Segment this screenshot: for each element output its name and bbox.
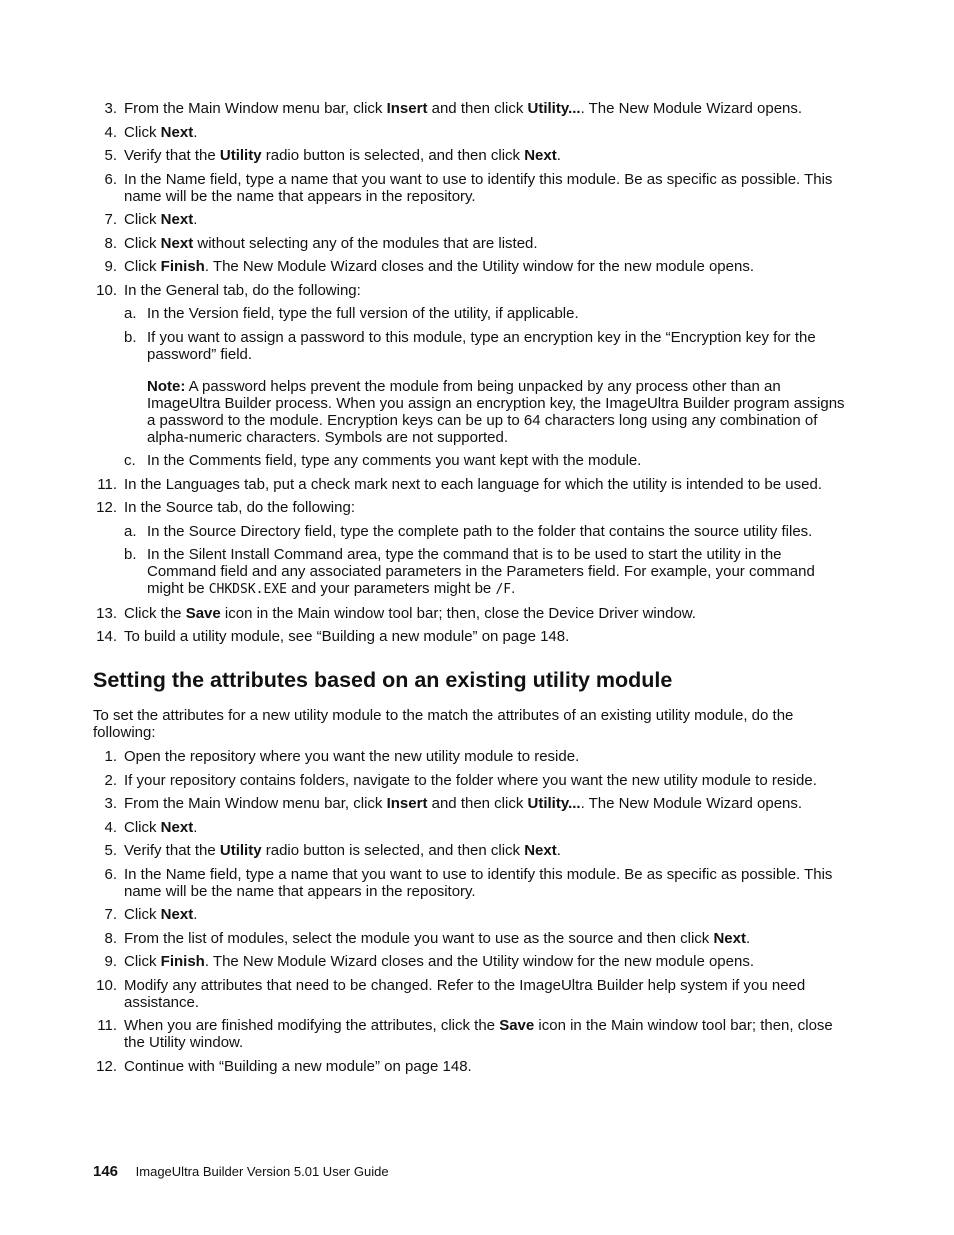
step-number: 5. <box>104 842 117 859</box>
step-number: 5. <box>104 147 117 164</box>
step-number: 4. <box>104 818 117 836</box>
text-run: . <box>193 123 198 141</box>
text-run: Click <box>124 953 161 970</box>
text-run: icon in the Main window tool bar; then, close the Utility window. <box>124 1017 833 1051</box>
step-item <box>93 124 853 141</box>
step-text <box>124 124 853 141</box>
step-item <box>93 211 853 228</box>
text-run: Click <box>124 123 161 141</box>
substep-item <box>124 523 853 540</box>
text-run: In the General tab, do the following: <box>124 281 361 299</box>
step-text <box>124 1058 853 1075</box>
step-item <box>93 930 853 947</box>
step-text <box>124 748 853 765</box>
step-item <box>93 235 853 252</box>
step-number: 10. <box>96 281 117 299</box>
text-run: Click <box>124 258 161 275</box>
step-text <box>124 211 853 228</box>
step-number: 6. <box>104 865 117 883</box>
text-run: In the Comments field, type any comments you want kept with the module. <box>147 452 642 469</box>
step-number: 12. <box>96 499 117 516</box>
step-number: 6. <box>104 170 117 188</box>
substep-item <box>124 305 853 322</box>
text-run: In the Source tab, do the following: <box>124 499 355 516</box>
text-run: If your repository contains folders, navigate to the folder where you want the new utility module to reside. <box>124 771 817 789</box>
text-run: and then click <box>427 795 528 812</box>
text-run: In the Version field, type the full version of the utility, if applicable. <box>147 305 579 322</box>
bold-term: Next <box>713 929 746 947</box>
text-run: . <box>511 580 516 597</box>
text-run: . <box>745 929 751 947</box>
step-text <box>124 977 853 1011</box>
step-number: 11. <box>97 475 117 493</box>
substep-letter: a. <box>124 522 137 540</box>
text-run: Click <box>124 211 161 228</box>
text-run: . The New Module Wizard closes and the Utility window for the new module opens. <box>204 953 754 970</box>
step-item <box>93 1058 853 1075</box>
text-run: From the list of modules, select the module you want to use as the source and then click <box>124 929 714 947</box>
step-text <box>124 819 853 836</box>
step-text <box>124 906 853 923</box>
bold-term: Insert <box>386 795 428 812</box>
step-number: 9. <box>104 953 117 970</box>
step-text <box>124 499 853 516</box>
step-number: 8. <box>104 929 117 947</box>
procedure-steps <box>93 100 853 645</box>
text-run: Click <box>124 906 161 923</box>
text-run: . <box>193 211 198 228</box>
text-run: Open the repository where you want the new utility module to reside. <box>124 748 580 765</box>
step-number: 1. <box>104 748 117 765</box>
step-item <box>93 171 853 205</box>
step-number: 7. <box>104 211 117 228</box>
text-run: and your parameters might be <box>286 580 496 597</box>
step-number: 10. <box>96 976 117 994</box>
page-body <box>93 100 853 1081</box>
text-run: radio button is selected, and then click <box>261 147 525 164</box>
substep-item <box>124 546 853 598</box>
intro-paragraph: To set the attributes for a new utility module to the match the attributes of an existing utility module, do the following: <box>93 707 794 741</box>
guide-title: ImageUltra Builder Version 5.01 User Guide <box>135 1164 389 1179</box>
step-text <box>124 282 853 299</box>
step-item <box>93 842 853 859</box>
code-term: /F <box>495 582 512 597</box>
text-run: . <box>556 842 561 859</box>
substep-item <box>124 329 853 446</box>
bold-term: Next <box>524 842 557 859</box>
step-number: 3. <box>104 100 117 117</box>
step-number: 8. <box>104 234 117 252</box>
bold-term: Finish <box>160 953 205 970</box>
bold-term: Next <box>524 147 557 164</box>
substep-text <box>147 546 853 598</box>
bold-term: Utility... <box>527 100 581 117</box>
existing-module-steps <box>93 748 853 1075</box>
step-text <box>124 866 853 900</box>
substep-letter: a. <box>124 305 137 322</box>
substeps <box>124 305 853 469</box>
bold-term: Next <box>160 123 194 141</box>
substep-text <box>147 523 853 540</box>
step-item <box>93 147 853 164</box>
step-item <box>93 866 853 900</box>
step-text <box>124 930 853 947</box>
substeps <box>124 523 853 599</box>
step-number: 9. <box>104 258 117 275</box>
step-number: 14. <box>96 628 117 645</box>
text-run: radio button is selected, and then click <box>261 842 525 859</box>
step-item <box>93 476 853 493</box>
text-run: A password helps prevent the module from being unpacked by any process other than an ImageUltra Builder process. When you assign an encryption key, the ImageUltra Builder program assigns a password to the module. Encryption keys can be up to 64 characters long using any combination of alpha-numeric characters. Symbols are not supported. <box>147 377 845 446</box>
substep-text <box>147 452 853 469</box>
step-text <box>124 147 853 164</box>
bold-term: Utility... <box>527 795 581 812</box>
step-number: 7. <box>104 906 117 923</box>
text-run: When you are finished modifying the attributes, click the <box>124 1017 500 1034</box>
step-text <box>124 258 853 275</box>
text-run: Click the <box>124 604 186 622</box>
bold-term: Note: <box>147 377 186 395</box>
text-run: If you want to assign a password to this module, type an encryption key in the “Encryption key for the password” field. <box>147 328 816 363</box>
text-run: In the Languages tab, put a check mark next to each language for which the utility is intended to be used. <box>124 475 822 493</box>
step-text <box>124 171 853 205</box>
text-run: . <box>193 818 198 836</box>
text-run: . <box>556 147 561 164</box>
step-text <box>124 235 853 252</box>
step-item <box>93 953 853 970</box>
step-number: 13. <box>96 604 117 622</box>
page-number: 146 <box>93 1163 119 1180</box>
step-item <box>93 748 853 765</box>
text-run: In the Silent Install Command area, type the command that is to be used to start the utility in the Command field and any associated parameters in the Parameters field. For example, your command might be <box>147 546 815 597</box>
step-text <box>124 605 853 622</box>
step-number: 2. <box>104 771 117 789</box>
step-item <box>93 977 853 1011</box>
step-number: 11. <box>97 1017 117 1034</box>
step-item <box>93 795 853 812</box>
note-block <box>147 378 853 446</box>
step-text <box>124 1017 853 1051</box>
text-run: Modify any attributes that need to be changed. Refer to the ImageUltra Builder help system if you need assistance. <box>124 976 806 1011</box>
text-run: . The New Module Wizard opens. <box>580 795 803 812</box>
bold-term: Finish <box>160 258 205 275</box>
bold-term: Insert <box>386 100 428 117</box>
text-run: To build a utility module, see “Building a new module” on page 148. <box>124 628 570 645</box>
text-run: . <box>193 906 198 923</box>
text-run: Continue with “Building a new module” on page 148. <box>124 1057 472 1075</box>
step-item <box>93 499 853 598</box>
text-run: . The New Module Wizard closes and the Utility window for the new module opens. <box>204 258 754 275</box>
bold-term: Next <box>160 211 194 228</box>
step-text <box>124 842 853 859</box>
step-item <box>93 258 853 275</box>
text-run: without selecting any of the modules that are listed. <box>193 234 538 252</box>
bold-term: Save <box>185 604 221 622</box>
code-term: CHKDSK.EXE <box>208 582 287 597</box>
step-text <box>124 795 853 812</box>
text-run: In the Name field, type a name that you want to use to identify this module. Be as specific as possible. This name will be the name that appears in the repository. <box>124 865 833 900</box>
page-footer <box>93 1163 389 1180</box>
text-run: and then click <box>427 100 528 117</box>
step-item <box>93 100 853 117</box>
text-run: Click <box>124 818 161 836</box>
step-text <box>124 628 853 645</box>
step-item <box>93 282 853 470</box>
bold-term: Utility <box>219 147 262 164</box>
substep-item <box>124 452 853 469</box>
step-item <box>93 1017 853 1051</box>
bold-term: Next <box>160 818 194 836</box>
step-text <box>124 476 853 493</box>
text-run: Click <box>124 234 161 252</box>
text-run: Verify that the <box>124 147 220 164</box>
text-run: Verify that the <box>124 842 220 859</box>
step-text <box>124 953 853 970</box>
bold-term: Utility <box>219 842 262 859</box>
text-run: In the Name field, type a name that you want to use to identify this module. Be as specific as possible. This name will be the name that appears in the repository. <box>124 170 833 205</box>
step-number: 12. <box>96 1057 117 1075</box>
step-number: 4. <box>104 123 117 141</box>
text-run: From the Main Window menu bar, click <box>124 100 387 117</box>
step-item <box>93 605 853 622</box>
step-text <box>124 100 853 117</box>
step-item <box>93 906 853 923</box>
text-run: From the Main Window menu bar, click <box>124 795 387 812</box>
bold-term: Next <box>160 906 194 923</box>
substep-text <box>147 305 853 322</box>
step-item <box>93 772 853 789</box>
step-number: 3. <box>104 795 117 812</box>
bold-term: Save <box>499 1017 535 1034</box>
substep-letter: b. <box>124 328 137 346</box>
text-run: . The New Module Wizard opens. <box>580 100 803 117</box>
step-item <box>93 628 853 645</box>
substep-letter: c. <box>124 452 136 469</box>
substep-letter: b. <box>124 546 137 563</box>
substep-text <box>147 329 853 363</box>
text-run: In the Source Directory field, type the complete path to the folder that contains the source utility files. <box>147 522 813 540</box>
step-text <box>124 772 853 789</box>
text-run: icon in the Main window tool bar; then, close the Device Driver window. <box>220 604 696 622</box>
section-heading: Setting the attributes based on an existing utility module <box>93 668 673 692</box>
bold-term: Next <box>160 234 194 252</box>
step-item <box>93 819 853 836</box>
